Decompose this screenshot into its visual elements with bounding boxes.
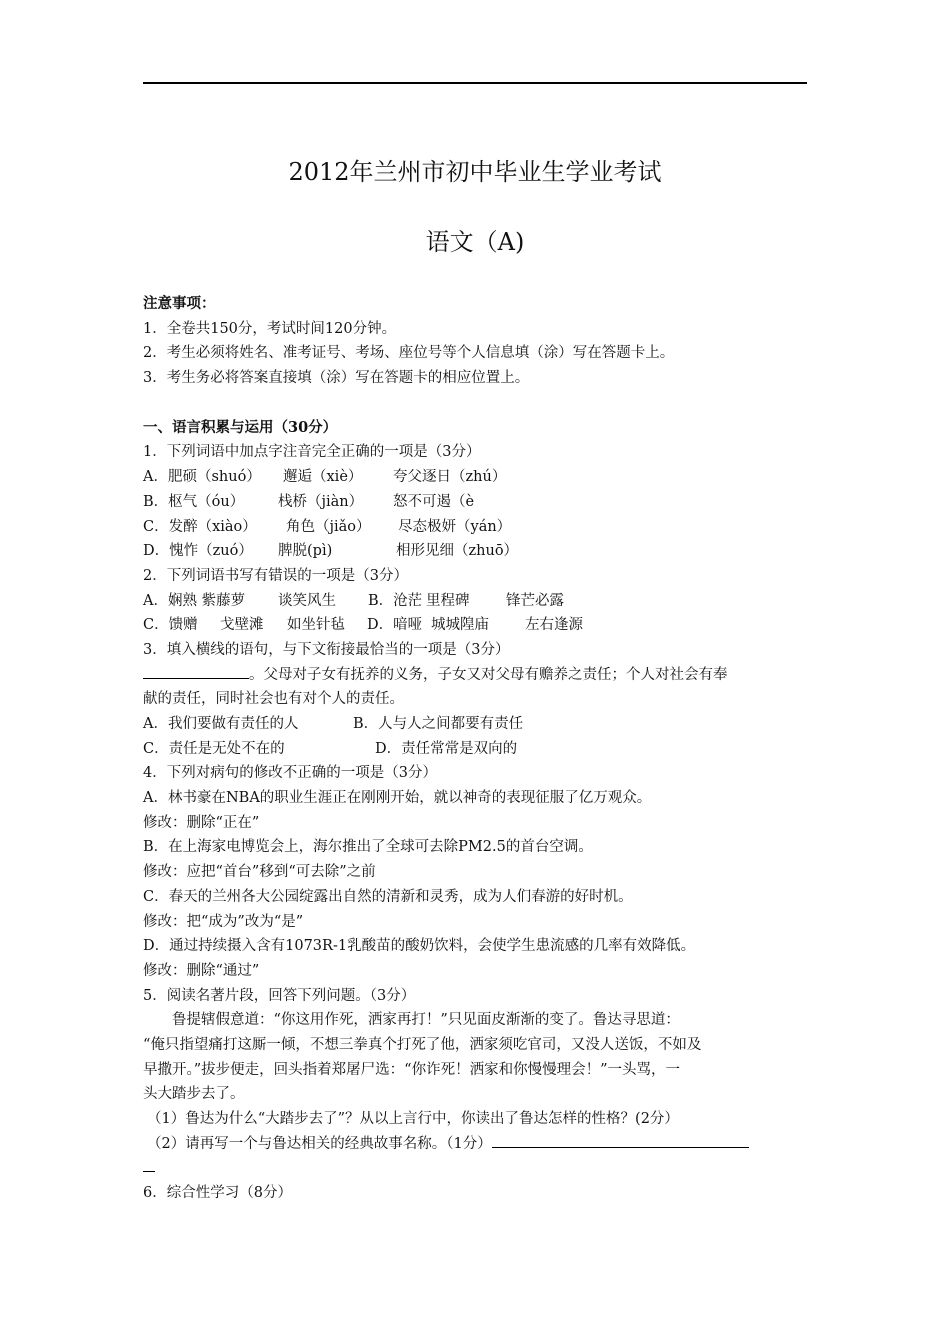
question-4-stem: 4．下列对病句的修改不正确的一项是（3分）: [143, 765, 437, 782]
question-4-line: 修改：删除“正在”: [143, 814, 260, 831]
question-5-passage: 早撒开。”拔步便走，回头指着郑屠尸选：“你诈死！洒家和你慢慢理会！”一头骂，一: [143, 1061, 680, 1078]
question-4-line: 修改：删除“通过”: [143, 962, 260, 979]
question-4-line: C．春天的兰州各大公园绽露出自然的清新和灵秀，成为人们春游的好时机。: [143, 888, 633, 905]
question-4-line: B．在上海家电博览会上，海尔推出了全球可去除PM2.5的首台空调。: [143, 839, 593, 856]
answer-blank[interactable]: [143, 663, 249, 679]
question-1-stem: 1．下列词语中加点字注音完全正确的一项是（3分）: [143, 444, 481, 461]
question-5-sub-1: （1）鲁达为什么“大踏步去了”？从以上言行中，你读出了鲁达怎样的性格？(2分）: [147, 1111, 679, 1127]
question-1-option-d: D．愧怍（zuó） 脾脱(pì) 相形见细（zhuō）: [143, 543, 519, 560]
question-4-line: A．林书豪在NBA的职业生涯正在刚刚开始，就以神奇的表现征服了亿万观众。: [143, 790, 652, 807]
header-rule: [143, 82, 807, 84]
question-5-stem: 5．阅读名著片段，回答下列问题。（3分）: [143, 987, 416, 1004]
question-4-line: D．通过持续摄入含有1073R-1乳酸苗的酸奶饮料，会使学生患流感的几率有效降低。: [143, 938, 696, 955]
question-3-stem: 3．填入横线的语句，与下文衔接最恰当的一项是（3分）: [143, 641, 510, 658]
question-2-stem: 2．下列词语书写有错误的一项是（3分）: [143, 567, 408, 584]
question-1-option-b: B．枢气（óu） 栈桥（jiàn） 怒不可遏（è: [143, 493, 475, 510]
exam-subtitle: 语文（A): [425, 228, 525, 256]
question-4-line: 修改：把“成为”改为“是”: [143, 913, 304, 930]
answer-blank[interactable]: [492, 1132, 749, 1148]
notice-item: 2．考生必须将姓名、准考证号、考场、座位号等个人信息填（涂）写在答题卡上。: [143, 345, 675, 362]
answer-blank[interactable]: [143, 1156, 155, 1172]
question-3-passage-cont: 献的责任，同时社会也有对个人的责任。: [143, 691, 404, 708]
notice-item: 3．考生务必将答案直接填（涂）写在答题卡的相应位置上。: [143, 370, 530, 387]
notice-heading: 注意事项：: [143, 295, 216, 312]
question-2-line-1: A．娴熟 紫藤萝 谈笑风生 B．沧茫 里程碑 锋芒必露: [143, 592, 564, 609]
question-3-options-ab: A．我们要做有责任的人 B．人与人之间都要有责任: [143, 716, 524, 732]
question-2-line-2: C．馈赠 戈壁滩 如坐针毡 D．喑哑 城城隍庙 左右逢源: [143, 617, 583, 634]
exam-title: 2012年兰州市初中毕业生学业考试: [288, 158, 662, 186]
section-heading: 一、语言积累与运用（30分）: [143, 418, 338, 436]
question-3-options-cd: C．责任是无处不在的 D．责任常常是双向的: [143, 740, 518, 757]
question-5-passage: 鲁提辖假意道：“你这用作死，洒家再打！”只见面皮渐渐的变了。鲁达寻思道：: [172, 1012, 680, 1029]
exam-content: [143, 292, 807, 1206]
question-1-option-a: A．肥硕（shuó） 邂逅（xiè） 夸父逐日（zhú）: [143, 469, 507, 486]
question-6-stem: 6．综合性学习（8分）: [143, 1185, 292, 1202]
question-3-passage: 。父母对子女有抚养的义务，子女又对父母有赡养之责任；个人对社会有奉: [143, 663, 807, 688]
answer-blank-continuation: [143, 1156, 807, 1181]
notice-item: 1．全卷共150分，考试时间120分钟。: [143, 320, 397, 337]
question-4-line: 修改：应把“首台”移到“可去除”之前: [143, 864, 376, 881]
question-5-passage: “俺只指望痛打这厮一倾，不想三拳真个打死了他，洒家须吃官司，又没人送饭，不如及: [143, 1036, 702, 1053]
question-1-option-c: C．发醉（xiào） 角色（jiǎo） 尽态极妍（yán）: [143, 518, 512, 535]
question-5-sub-2: （2）请再写一个与鲁达相关的经典故事名称。（1分）: [143, 1132, 807, 1157]
question-5-passage: 头大踏步去了。: [143, 1086, 245, 1103]
